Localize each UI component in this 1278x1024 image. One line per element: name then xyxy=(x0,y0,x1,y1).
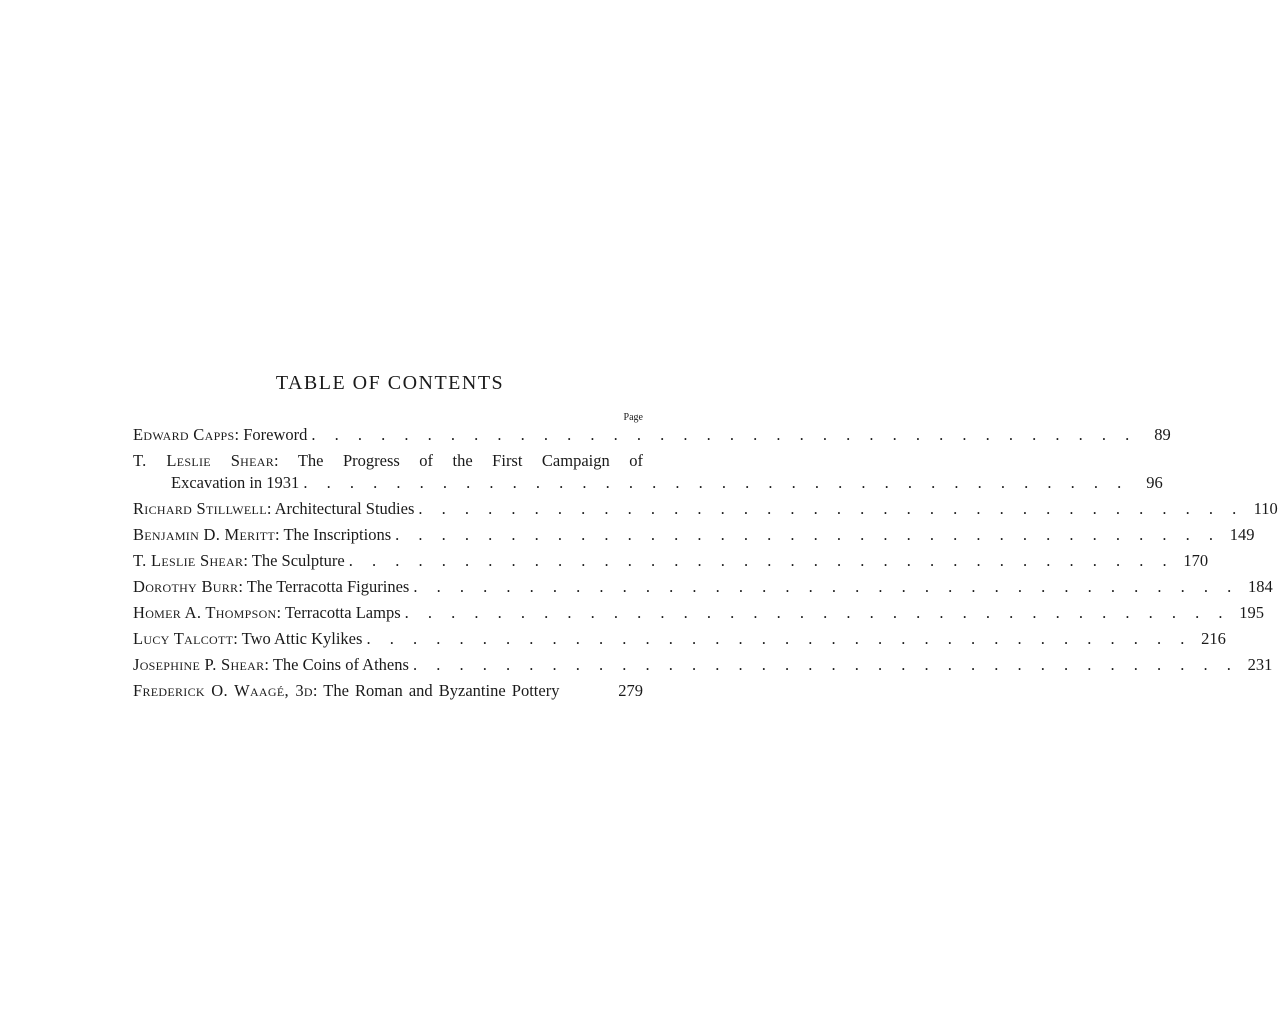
dot-leader: . . . . . . . . . . . . . . . . . . . . . . . . . . . . . . . . . . . . xyxy=(412,655,1239,674)
entry-page: 279 xyxy=(618,681,643,700)
entry-title: The Progress of the First Campaign of xyxy=(297,451,643,470)
dot-leader: . . . . . . . . . . . . . . . . . . . . . . . . . . . . . . . . . . . . xyxy=(348,551,1175,570)
dot-leader: . . . . . . . . . . . . . . . . . . . . . . . . . . . . . . . . . . . . xyxy=(404,603,1230,622)
entry-title: The Coins of Athens xyxy=(272,655,409,674)
entry-title: The Terracotta Figurines xyxy=(246,577,410,596)
entry-author: T. Leslie Shear xyxy=(133,451,275,470)
dot-leader: . . . . . . . . . . . . . . . . . . . . . . . . . . . . . . . . . . . . xyxy=(413,577,1239,596)
dot-leader: . . . . . . . . . . . . . . . . . . . . . . . . . . . . . . . . . . . . xyxy=(395,525,1221,544)
toc-entry: Lucy Talcott: Two Attic Kylikes . . . . . . . . . . . . . . . . . . . . . . . . . . . . . . . . . . . . 216 xyxy=(133,629,1226,648)
entry-title: Two Attic Kylikes xyxy=(241,629,363,648)
entry-page: 184 xyxy=(1247,577,1273,596)
toc-entry: Richard Stillwell: Architectural Studies . . . . . . . . . . . . . . . . . . . . . . . . . . . . . . . . . . . . 110 xyxy=(133,499,1278,518)
dot-leader: . . . . . . . . . . . . . . . . . . . . . . . . . . . . . . . . . . . . xyxy=(418,499,1244,518)
entry-author: Edward Capps xyxy=(133,425,235,444)
entry-author: Frederick O. Waagé, 3d xyxy=(133,681,313,700)
entry-title: Architectural Studies xyxy=(274,499,415,518)
entry-title: The Inscriptions xyxy=(283,525,392,544)
toc-title: TABLE OF CONTENTS xyxy=(275,372,505,394)
dot-leader: . . . . . . . . . . . . . . . . . . . . . . . . . . . . . . . . . . . . xyxy=(311,425,1137,444)
toc-entry: T. Leslie Shear: The Progress of the First Campaign of Excavation in 1931 . . . . . . . . . . . . . . . . . . . . . . . . . . . . . . . . . . . . 96 xyxy=(133,451,1163,492)
toc-entry: Dorothy Burr: The Terracotta Figurines . . . . . . . . . . . . . . . . . . . . . . . . . . . . . . . . . . . . 184 xyxy=(133,577,1273,596)
toc-entry: Homer A. Thompson: Terracotta Lamps . . . . . . . . . . . . . . . . . . . . . . . . . . . . . . . . . . . . 195 xyxy=(133,603,1264,622)
entry-page: 195 xyxy=(1239,603,1264,622)
entry-author: Homer A. Thompson xyxy=(133,603,277,622)
entry-title: The Sculpture xyxy=(251,551,345,570)
entry-page: 170 xyxy=(1183,551,1209,570)
entry-title-continued: Excavation in 1931 xyxy=(171,473,300,492)
toc-entry: Benjamin D. Meritt: The Inscriptions . . . . . . . . . . . . . . . . . . . . . . . . . . . . . . . . . . . . 149 xyxy=(133,525,1255,544)
entry-author: Richard Stillwell xyxy=(133,499,267,518)
entry-page: 149 xyxy=(1229,525,1255,544)
entry-title: Terracotta Lamps xyxy=(284,603,401,622)
toc-entry: T. Leslie Shear: The Sculpture . . . . . . . . . . . . . . . . . . . . . . . . . . . . . . . . . . . . 170 xyxy=(133,551,1209,570)
toc-entry: Edward Capps: Foreword . . . . . . . . . . . . . . . . . . . . . . . . . . . . . . . . . . . . 89 xyxy=(133,425,1171,444)
entry-title: The Roman and Byzantine Pottery xyxy=(323,681,560,700)
toc-entry: Josephine P. Shear: The Coins of Athens . . . . . . . . . . . . . . . . . . . . . . . . . . . . . . . . . . . . 231 xyxy=(133,655,1273,674)
entry-author: Benjamin D. Meritt xyxy=(133,525,276,544)
entry-page: 96 xyxy=(1146,473,1163,492)
table-of-contents xyxy=(133,372,1278,706)
page-column-heading: Page xyxy=(623,412,643,423)
toc-entry: Frederick O. Waagé, 3d: The Roman and Byzantine Pottery 279 xyxy=(133,681,643,700)
entry-page: 216 xyxy=(1201,629,1226,648)
entry-author: Josephine P. Shear xyxy=(133,655,265,674)
dot-leader: . . . . . . . . . . . . . . . . . . . . . . . . . . . . . . . . . . . . xyxy=(303,473,1129,492)
entry-page: 89 xyxy=(1154,425,1171,444)
entry-title: Foreword xyxy=(243,425,308,444)
dot-leader: . . . . . . . . . . . . . . . . . . . . . . . . . . . . . . . . . . . . xyxy=(366,629,1192,648)
entry-author: T. Leslie Shear xyxy=(133,551,244,570)
entry-page: 110 xyxy=(1253,499,1278,518)
entry-page: 231 xyxy=(1247,655,1273,674)
entry-author: Lucy Talcott xyxy=(133,629,234,648)
entry-author: Dorothy Burr xyxy=(133,577,239,596)
